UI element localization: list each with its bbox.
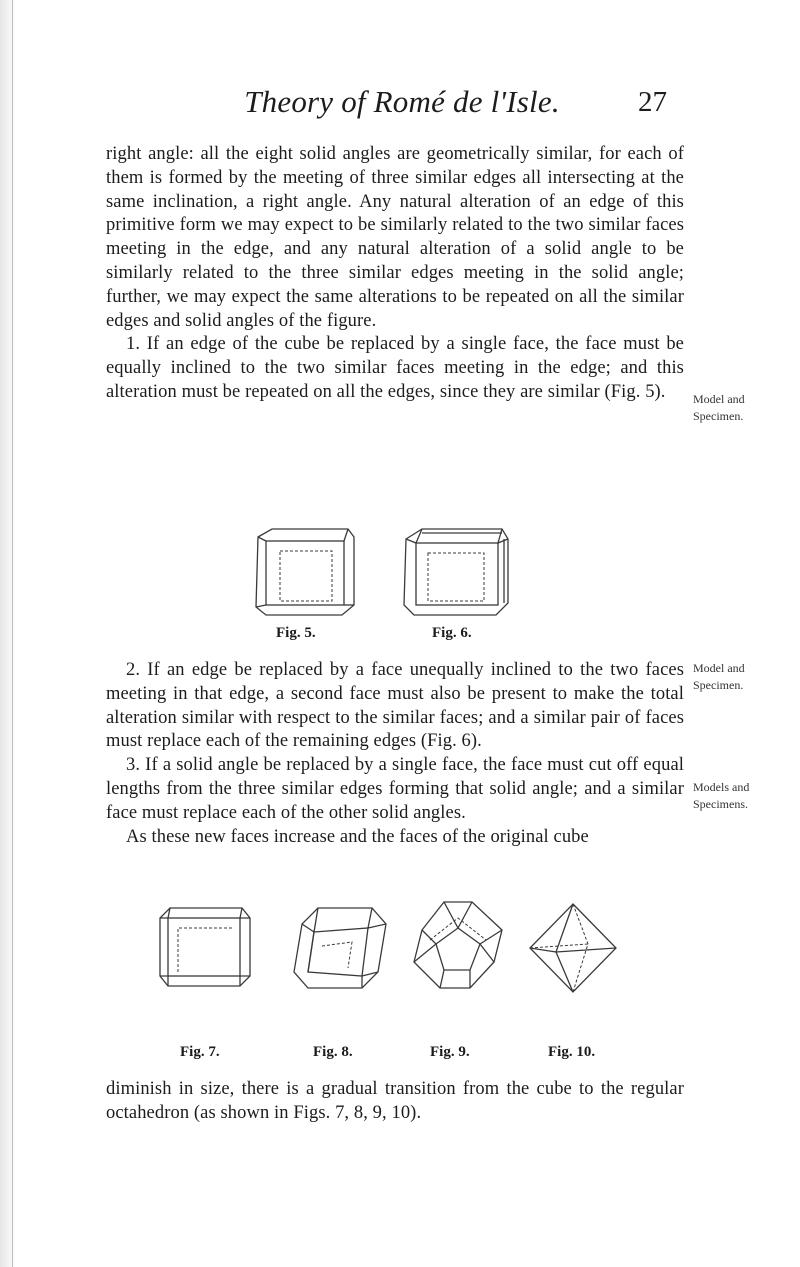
paragraph-3: 3. If a solid angle be replaced by a single face, the face must cut off equal lengths from the three similar edges forming that solid angle; and a similar face must replace each of the other solid angles.: [106, 755, 684, 823]
fig-9-center-face: [436, 928, 480, 970]
fig-7-front-face: [168, 918, 240, 976]
page-gutter: [0, 0, 16, 1267]
page-number: 27: [638, 86, 667, 118]
side-note-model-specimen: Model and Specimen.: [693, 661, 745, 692]
fig-5-caption: Fig. 5.: [276, 625, 316, 641]
fig-10-outline: [530, 904, 616, 992]
fig-10-caption: Fig. 10.: [548, 1044, 596, 1060]
fig-9-facet: [480, 930, 502, 962]
fig-8-facet: [302, 924, 314, 972]
fig-5-hidden-face: [280, 551, 332, 601]
fig-8-facet: [368, 908, 386, 928]
fig-8-drawing: [292, 906, 388, 990]
fig-8-front-square: [308, 928, 368, 976]
paragraph-intro: right angle: all the eight solid angles are geometrically similar, for each of them is formed by the meeting of three similar edges all intersecting at the same inclination, a right angle. Any natural alteration of an edge of this primitive form we may expect to be similarly related to the two similar faces meeting in the edge, and any natural alteration of a solid angle to be similarly related to the three similar edges meeting in the solid angle; further, we may expect the same alterations to be repeated on all the similar edges and solid angles of the figure.: [106, 144, 684, 331]
fig-9-facet: [440, 970, 444, 988]
paragraph-5: diminish in size, there is a gradual transition from the cube to the regular octahedron (as shown in Figs. 7, 8, 9, 10).: [106, 1079, 684, 1123]
fig-5-edge: [258, 537, 266, 541]
text-block-bottom: [106, 1078, 684, 1126]
paragraph-1: 1. If an edge of the cube be replaced by a single face, the face must be equally inclined to the two similar faces meeting in the edge; and this alteration must be repeated on all the edges, since they are similar (Fig. 5).: [106, 334, 684, 402]
text-block-middle: [106, 659, 684, 849]
fig-9-drawing: [410, 900, 506, 992]
fig-7-outline: [160, 908, 250, 986]
fig-10-front-face: [556, 904, 573, 992]
paragraph-2: 2. If an edge be replaced by a face unequally inclined to the two faces meeting in that edge, a second face must also be present to make the total alteration similar with respect to the similar faces; and a similar pair of faces must replace each of the remaining edges (Fig. 6).: [106, 660, 684, 752]
fig-6-caption: Fig. 6.: [432, 625, 472, 641]
fig-5-outline: [256, 529, 354, 615]
fig-7-hidden-edges: [178, 928, 232, 972]
fig-6-drawing: [396, 527, 512, 619]
fig-8-hidden-edges: [322, 942, 352, 968]
fig-5-edge: [256, 605, 266, 607]
fig-5-edge: [344, 529, 348, 541]
fig-8-outline: [294, 908, 386, 988]
fig-6-outline: [404, 529, 508, 615]
fig-9-caption: Fig. 9.: [430, 1044, 470, 1060]
side-note-model-specimen: Model and Specimen.: [693, 392, 745, 423]
fig-10-drawing: [526, 902, 620, 994]
fig-9-facet: [444, 902, 472, 928]
fig-7-drawing: [158, 906, 252, 988]
text-block-top: [106, 143, 684, 405]
fig-7-caption: Fig. 7.: [180, 1044, 220, 1060]
fig-9-outline: [414, 902, 502, 988]
fig-9-facet: [414, 930, 436, 962]
side-note-models-specimens: Models and Specimens.: [693, 780, 750, 811]
fig-8-caption: Fig. 8.: [313, 1044, 353, 1060]
fig-5-drawing: [250, 527, 360, 619]
binding-line: [12, 0, 13, 1267]
paragraph-4: As these new faces increase and the faces of the original cube: [126, 826, 589, 847]
running-header-title: Theory of Romé de l'Isle.: [244, 84, 560, 119]
fig-6-hidden-face: [428, 553, 484, 601]
